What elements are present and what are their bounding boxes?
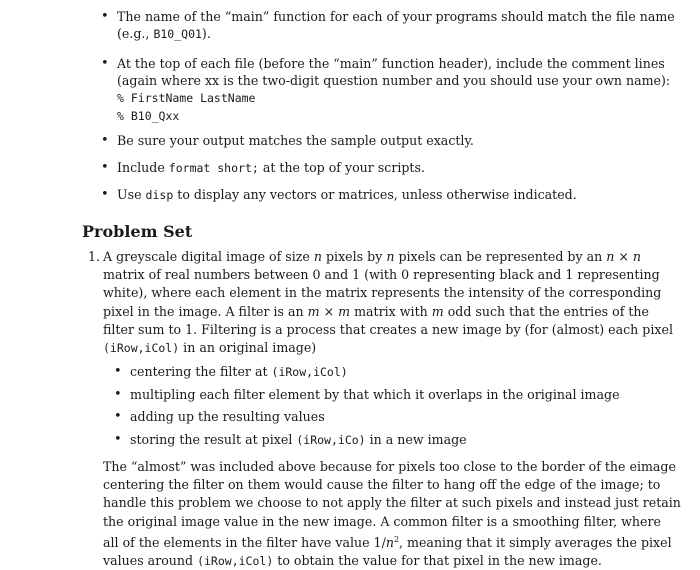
instruction-item	[101, 186, 577, 204]
filter-step-text	[130, 386, 620, 403]
code-text: % B10_Qxx	[117, 109, 180, 123]
problem-number: 1.	[88, 249, 101, 264]
filter-step-text	[130, 363, 348, 381]
filter-step	[114, 363, 348, 381]
code-text: format short;	[168, 161, 259, 175]
text-line: centering the filter at (iRow,iCol)	[130, 364, 348, 379]
text-line: adding up the resulting values	[130, 409, 325, 424]
text-line: (iRow,iCol) in an original image)	[103, 340, 317, 356]
instruction-item	[101, 55, 671, 125]
math-variable: m	[307, 303, 320, 319]
filter-step-text	[130, 408, 325, 425]
math-variable: n	[385, 535, 394, 550]
text-line: the original image value in the new image. A common filter is a smoothing filter, where	[103, 513, 661, 529]
math-variable: n	[313, 249, 322, 264]
bullet-icon: •	[101, 56, 109, 71]
text-line: Use disp to display any vectors or matrices, unless otherwise indicated.	[117, 187, 577, 202]
text-line: The “almost” was included above because for pixels too close to the border of the eimage	[103, 459, 676, 474]
math-variable: m	[431, 303, 444, 319]
problem-1-intro-text	[103, 248, 673, 357]
filter-step	[114, 431, 467, 449]
instruction-text	[117, 186, 577, 204]
bullet-icon: •	[114, 387, 122, 402]
code-text: (iRow,iCol)	[271, 365, 348, 379]
text-line: pixel in the image. A filter is an m × m matrix with m odd such that the entries of the	[103, 303, 649, 319]
instruction-text	[117, 8, 675, 43]
instruction-item	[101, 159, 425, 177]
text-line: Include format short; at the top of your scripts.	[117, 160, 425, 175]
text-line	[117, 107, 670, 125]
problem-1-intro	[88, 248, 673, 357]
instruction-text	[117, 132, 474, 149]
text-line: storing the result at pixel (iRow,iCo) in a new image	[130, 432, 467, 447]
text-line: (again where xx is the two-digit question number and you should use your own name):	[117, 73, 671, 88]
text-line: A greyscale digital image of size n pixels by n pixels can be represented by an n × n	[103, 249, 642, 264]
instruction-item	[101, 132, 474, 149]
code-text: % FirstName LastName	[117, 91, 256, 105]
problem-1-closing-text	[103, 458, 681, 570]
text-line: all of the elements in the filter have value $1/n^2$, meaning that it simply averages the pixel	[103, 534, 672, 550]
instruction-text	[117, 159, 425, 177]
text-line: values around (iRow,iCol) to obtain the value for that pixel in the new image.	[103, 553, 602, 569]
code-text: (iRow,iCo)	[296, 433, 366, 447]
text-line: Be sure your output matches the sample output exactly.	[117, 133, 474, 148]
code-text: (iRow,iCol)	[103, 341, 180, 356]
text-line	[117, 89, 670, 107]
code-text: disp	[145, 188, 174, 202]
math-variable: n	[632, 249, 642, 264]
bullet-icon: •	[101, 187, 109, 202]
instruction-item	[101, 8, 675, 43]
text-line: At the top of each file (before the “main” function header), include the comment lines	[117, 56, 665, 71]
math-variable: n	[386, 249, 395, 264]
math-variable: n	[606, 249, 615, 264]
bullet-icon: •	[101, 133, 109, 148]
bullet-icon: •	[101, 9, 109, 24]
code-text: (iRow,iCol)	[197, 554, 274, 569]
text-line: centering the filter on them would cause the filter to hang off the edge of the image; to	[103, 477, 661, 493]
text-line: white), where each element in the matrix represents the intensity of the corresponding	[103, 285, 662, 301]
bullet-icon: •	[114, 409, 122, 424]
bullet-icon: •	[114, 364, 122, 379]
text-line: The name of the “main” function for each of your programs should match the file name	[117, 9, 675, 24]
text-line: multipling each filter element by that which it overlaps in the original image	[130, 387, 620, 402]
text-line: matrix of real numbers between 0 and 1 (with 0 representing black and 1 representing	[103, 267, 660, 283]
filter-step	[114, 408, 325, 425]
section-heading: Problem Set	[82, 222, 193, 241]
filter-step-text	[130, 431, 467, 449]
problem-1-closing	[103, 458, 681, 570]
math-superscript: 2	[393, 534, 400, 544]
math-variable: m	[338, 303, 351, 319]
text-line: (e.g., B10_Q01).	[117, 26, 211, 41]
text-line: handle this problem we choose to not apply the filter at such pixels and instead just retain	[103, 495, 681, 511]
instruction-text	[117, 55, 670, 125]
bullet-icon: •	[114, 432, 122, 447]
filter-step	[114, 386, 620, 403]
code-text: B10_Q01	[153, 27, 202, 41]
bullet-icon: •	[101, 160, 109, 175]
text-line: filter sum to 1. Filtering is a process that creates a new image by (for (almost) each pixel	[103, 321, 673, 337]
